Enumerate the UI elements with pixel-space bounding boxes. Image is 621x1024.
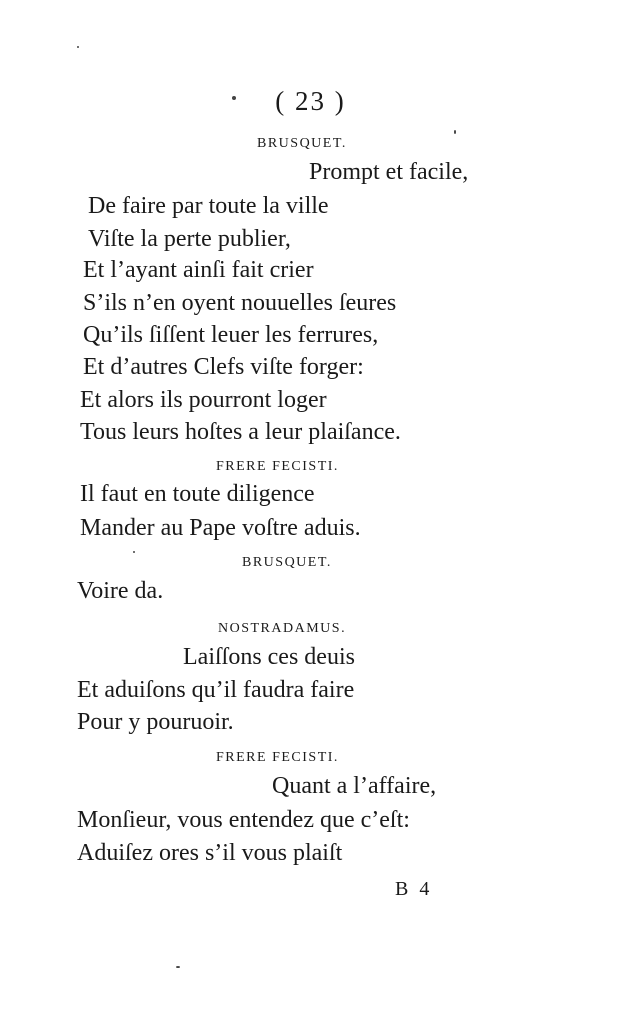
verse-line: De faire par toute la ville bbox=[88, 193, 329, 219]
verse-line: Monſieur, vous entendez que c’eſt: bbox=[77, 807, 410, 833]
page-number: ( 23 ) bbox=[275, 86, 346, 116]
verse-line: Voire da. bbox=[77, 578, 164, 604]
speaker-label: BRUSQUET. bbox=[257, 136, 347, 151]
ink-speck bbox=[133, 551, 135, 553]
verse-line: Prompt et facile, bbox=[309, 159, 469, 185]
verse-line: Il faut en toute diligence bbox=[80, 481, 315, 507]
verse-line: Et l’ayant ainſi fait crier bbox=[83, 257, 314, 283]
ink-speck bbox=[77, 46, 79, 48]
speaker-label: FRERE FECISTI. bbox=[216, 459, 339, 474]
verse-line: Et alors ils pourront loger bbox=[80, 387, 327, 413]
verse-line: Et d’autres Clefs viſte forger: bbox=[83, 354, 364, 380]
verse-line: Pour y pouruoir. bbox=[77, 709, 234, 735]
ink-speck bbox=[176, 966, 180, 968]
ink-speck bbox=[454, 130, 456, 134]
ink-speck bbox=[232, 96, 236, 100]
verse-line: Quant a l’affaire, bbox=[272, 773, 437, 799]
speaker-label: FRERE FECISTI. bbox=[216, 750, 339, 765]
verse-line: Laiſſons ces deuis bbox=[183, 644, 355, 670]
verse-line: Et aduiſons qu’il faudra faire bbox=[77, 677, 355, 703]
verse-line: Mander au Pape voſtre aduis. bbox=[80, 515, 361, 541]
verse-line: Tous leurs hoſtes a leur plaiſance. bbox=[80, 419, 401, 445]
verse-line: Qu’ils ſiſſent leuer les ferrures, bbox=[83, 322, 379, 348]
verse-line: S’ils n’en oyent nouuelles ſeures bbox=[83, 290, 397, 316]
verse-line: Aduiſez ores s’il vous plaiſt bbox=[77, 840, 343, 866]
speaker-label: BRUSQUET. bbox=[242, 555, 332, 570]
speaker-label: NOSTRADAMUS. bbox=[218, 621, 347, 636]
signature-mark: B 4 bbox=[395, 878, 433, 900]
verse-line: Viſte la perte publier, bbox=[88, 226, 291, 252]
